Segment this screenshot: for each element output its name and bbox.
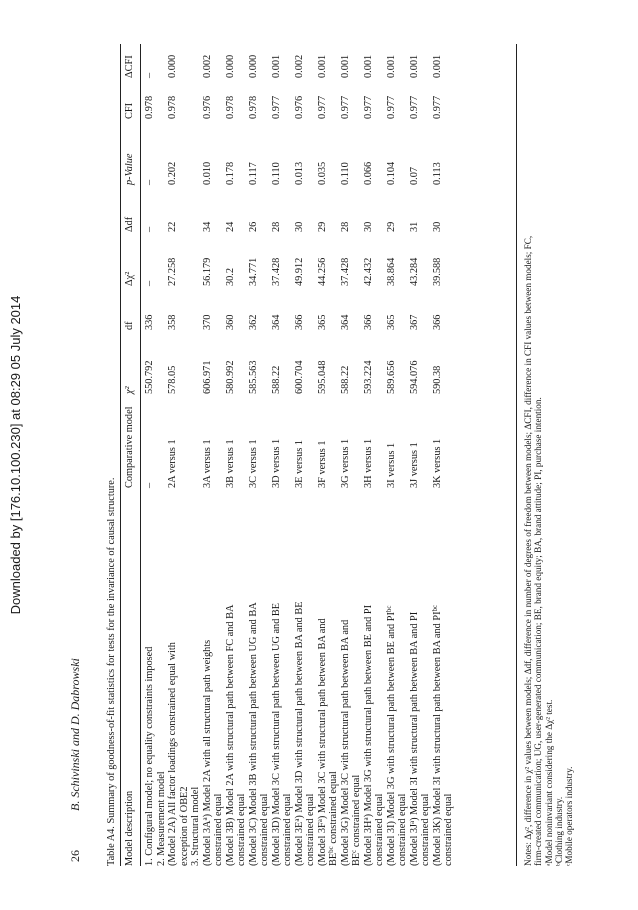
table-top-rule — [120, 44, 121, 866]
cell-dcfi: 0.000 — [224, 54, 236, 78]
row-description-line: constrained equal — [236, 793, 247, 866]
cell-ddf: 31 — [408, 221, 420, 232]
cell-cfi: 0.977 — [270, 95, 282, 119]
header-delta-chi-square: Δχ² — [124, 271, 135, 286]
rotated-table-page — [68, 44, 575, 866]
cell-chi2: 593.224 — [362, 360, 374, 394]
cell-dcfi: 0.000 — [167, 54, 178, 78]
cell-dchi2: 30.2 — [224, 267, 236, 286]
header-p-value: p-Value — [124, 153, 135, 185]
row-description-line: (Model 3K) Model 3I with structural path between BA and $PI^{bc}$ — [430, 604, 443, 866]
download-stamp: Downloaded by [176.10.100.230] at 08:29 05 July 2014 — [8, 295, 23, 615]
cell-dchi2: 38.864 — [385, 257, 397, 286]
row-description — [317, 491, 340, 866]
cell-dcfi: – — [144, 72, 155, 78]
cell-p: 0.110 — [339, 162, 351, 185]
cell-df: 366 — [362, 314, 374, 330]
header-delta-df: Δdf — [124, 216, 135, 232]
cell-chi2: 589.656 — [385, 360, 397, 394]
cell-df: 366 — [293, 314, 305, 330]
row-description-line: constrained equal — [213, 793, 224, 866]
note-line: firm-created communication; UG, user-generated communication; BE, brand equity; BA, brand attitude; PI, purchase intention. — [533, 397, 544, 866]
row-description-line: (Model 3C) Model 3B with structural path between UG and BA — [247, 602, 259, 866]
cell-comp: 3H versus 1 — [362, 438, 374, 488]
cell-cfi: 0.977 — [339, 95, 351, 119]
cell-comp: 3J versus 1 — [408, 442, 420, 488]
cell-dcfi: 0.001 — [339, 54, 351, 78]
cell-p: 0.110 — [270, 162, 282, 185]
header-delta-cfi: ΔCFI — [124, 55, 135, 78]
cell-ddf: 28 — [270, 221, 282, 232]
row-description-line: constrained equal — [374, 793, 385, 866]
row-description — [190, 491, 202, 866]
cell-df: 336 — [144, 314, 155, 330]
note-line: ᵃModel noninvariant considering the Δχ² test. — [543, 699, 554, 866]
cell-chi2: 595.048 — [316, 360, 328, 394]
cell-cfi: 0.977 — [385, 95, 397, 119]
row-description-line: 2. Measurement model — [155, 771, 167, 866]
cell-chi2: 588.22 — [339, 365, 351, 394]
cell-comp: 3E versus 1 — [293, 439, 305, 488]
cell-ddf: – — [144, 226, 155, 232]
note-line: ᶜMobile operators industry. — [564, 766, 575, 866]
cell-ddf: 22 — [167, 221, 178, 232]
cell-cfi: 0.976 — [201, 95, 213, 119]
cell-df: 360 — [224, 314, 236, 330]
cell-chi2: 578.05 — [167, 365, 178, 394]
row-description-line: (Model 3B) Model 2A with structural path between FC and BA — [224, 604, 236, 866]
cell-ddf: 28 — [339, 221, 351, 232]
cell-dcfi: 0.002 — [201, 54, 213, 78]
row-description — [363, 491, 386, 866]
row-description — [156, 491, 168, 866]
cell-comp: 3G versus 1 — [339, 438, 351, 488]
row-description-line: (Model $3H^a$) Model 3G with structural path between BE and PI — [361, 604, 374, 866]
row-description-line: constrained equal — [397, 793, 408, 866]
cell-comp: 3B versus 1 — [224, 439, 236, 488]
row-description-line: constrained equal — [259, 793, 270, 866]
row-description — [144, 491, 156, 866]
cell-cfi: 0.977 — [362, 95, 374, 119]
header-cfi: CFI — [124, 102, 135, 119]
cell-df: 365 — [385, 314, 397, 330]
cell-p: 0.113 — [431, 162, 443, 185]
cell-df: 358 — [167, 314, 178, 330]
row-description-line: constrained equal — [420, 793, 431, 866]
cell-p: 0.202 — [167, 161, 178, 185]
cell-cfi: 0.977 — [431, 95, 443, 119]
row-description-line: (Model $3J^a$) Model 3I with structural path between BA and PI — [407, 611, 420, 866]
cell-p: 0.117 — [247, 162, 259, 185]
cell-df: 364 — [339, 314, 351, 330]
cell-cfi: 0.976 — [293, 95, 305, 119]
cell-ddf: 26 — [247, 221, 259, 232]
row-description-line: constrained equal — [282, 793, 293, 866]
cell-df: 370 — [201, 314, 213, 330]
cell-comp: 3A versus 1 — [201, 439, 213, 488]
cell-dcfi: 0.001 — [385, 54, 397, 78]
row-description-line: constrained equal — [305, 793, 316, 866]
cell-cfi: 0.978 — [144, 95, 155, 119]
cell-dchi2: – — [144, 280, 155, 286]
cell-dchi2: 42.432 — [362, 257, 374, 286]
cell-p: – — [144, 179, 155, 185]
running-head — [70, 44, 86, 866]
table-header-rule — [140, 44, 141, 866]
cell-dcfi: 0.001 — [362, 54, 374, 78]
cell-p: 0.035 — [316, 161, 328, 185]
row-description — [386, 491, 409, 866]
cell-comp: 3C versus 1 — [247, 439, 259, 488]
cell-p: 0.010 — [201, 161, 213, 185]
row-description — [271, 491, 294, 866]
row-description — [202, 491, 225, 866]
row-description — [340, 491, 363, 866]
cell-dchi2: 39.588 — [431, 257, 443, 286]
cell-df: 362 — [247, 314, 259, 330]
cell-ddf: 30 — [362, 221, 374, 232]
cell-chi2: 606.971 — [201, 360, 213, 394]
header-df: df — [124, 321, 135, 330]
cell-cfi: 0.977 — [408, 95, 420, 119]
row-description-line: (Model 3D) Model 3C with structural path between UG and BE — [270, 602, 282, 866]
cell-cfi: 0.978 — [224, 95, 236, 119]
table-caption: Table A4. Summary of goodness-of-fit statistics for tests for the invariance of causal structure. — [106, 477, 117, 866]
cell-dcfi: 0.000 — [247, 54, 259, 78]
cell-dcfi: 0.002 — [293, 54, 305, 78]
row-description-line: (Model $3F^a$) Model 3C with structural path between BA and — [315, 618, 328, 866]
cell-ddf: 30 — [293, 221, 305, 232]
row-description-line: 3. Structural model — [190, 786, 201, 866]
cell-dchi2: 27.258 — [167, 257, 178, 286]
cell-chi2: 594.076 — [408, 360, 420, 394]
row-description-line: (Model 3G) Model 3C with structural path between BA and — [339, 619, 351, 866]
header-model-description: Model description — [124, 790, 135, 866]
cell-df: 365 — [316, 314, 328, 330]
cell-cfi: 0.978 — [247, 95, 259, 119]
row-description-line: exception of OBE2 — [178, 786, 190, 866]
header-chi-square: χ² — [124, 386, 135, 394]
cell-dchi2: 56.179 — [201, 257, 213, 286]
cell-cfi: 0.977 — [316, 95, 328, 119]
cell-chi2: 588.22 — [270, 365, 282, 394]
cell-p: 0.066 — [362, 161, 374, 185]
cell-chi2: 590.38 — [431, 365, 443, 394]
cell-dcfi: 0.001 — [316, 54, 328, 78]
cell-dcfi: 0.001 — [408, 54, 420, 78]
cell-ddf: 29 — [385, 221, 397, 232]
note-line: Notes: Δχ², difference in χ² values between models; Δdf, difference in number of degrees of freedom between models; ΔCFI, difference in CFI values between models; FC, — [523, 235, 533, 866]
row-description-line: $BE^c$ constrained equal — [350, 774, 362, 866]
row-description — [167, 491, 190, 866]
row-description-line: (Model 3I) Model 3G with structural path between BE and $PI^{bc}$ — [384, 605, 397, 866]
cell-comp: 3I versus 1 — [385, 442, 397, 488]
cell-chi2: 580.992 — [224, 360, 236, 394]
row-description — [294, 491, 317, 866]
cell-chi2: 585.563 — [247, 360, 259, 394]
cell-comp: – — [144, 482, 155, 488]
cell-dchi2: 44.256 — [316, 257, 328, 286]
cell-chi2: 600.704 — [293, 360, 305, 394]
cell-dchi2: 37.428 — [339, 257, 351, 286]
row-description — [225, 491, 248, 866]
cell-dchi2: 37.428 — [270, 257, 282, 286]
cell-chi2: 550.792 — [144, 360, 155, 394]
table-bottom-rule — [516, 44, 517, 866]
cell-df: 366 — [431, 314, 443, 330]
running-head-authors: B. Schivinski and D. Dabrowski — [68, 658, 82, 811]
row-description — [432, 491, 455, 866]
cell-p: 0.013 — [293, 161, 305, 185]
page-number: 26 — [68, 850, 82, 862]
cell-dchi2: 43.284 — [408, 257, 420, 286]
row-description-line: (Model $3A^a$) Model 2A with all structural path weights — [200, 639, 213, 866]
row-description-line: $BE^{bc}$ constrained equal — [327, 771, 339, 866]
cell-dcfi: 0.001 — [270, 54, 282, 78]
row-description-line: 1. Configural model; no equality constraints imposed — [144, 646, 155, 866]
cell-comp: 3F versus 1 — [316, 440, 328, 488]
cell-df: 367 — [408, 314, 420, 330]
header-comparative-model: Comparative model — [124, 406, 135, 488]
cell-p: 0.07 — [408, 166, 420, 185]
row-description-line: (Model 2A) All factor loadings constrained equal with — [167, 642, 178, 866]
cell-ddf: 34 — [201, 221, 213, 232]
cell-p: 0.104 — [385, 161, 397, 185]
cell-comp: 2A versus 1 — [167, 439, 178, 488]
cell-dchi2: 49.912 — [293, 257, 305, 286]
cell-comp: 3D versus 1 — [270, 438, 282, 488]
note-line: ᵇClothing industry. — [553, 796, 564, 866]
cell-ddf: 30 — [431, 221, 443, 232]
cell-comp: 3K versus 1 — [431, 438, 443, 488]
cell-dcfi: 0.001 — [431, 54, 443, 78]
row-description — [409, 491, 432, 866]
cell-ddf: 29 — [316, 221, 328, 232]
cell-p: 0.178 — [224, 161, 236, 185]
cell-dchi2: 34.771 — [247, 257, 259, 286]
row-description-line: (Model $3E^a$) Model 3D with structural path between BA and BE — [292, 601, 305, 866]
cell-cfi: 0.978 — [167, 95, 178, 119]
row-description-line: constrained equal — [443, 793, 454, 866]
table-notes — [523, 44, 574, 866]
row-description — [248, 491, 271, 866]
cell-ddf: 24 — [224, 221, 236, 232]
cell-df: 364 — [270, 314, 282, 330]
